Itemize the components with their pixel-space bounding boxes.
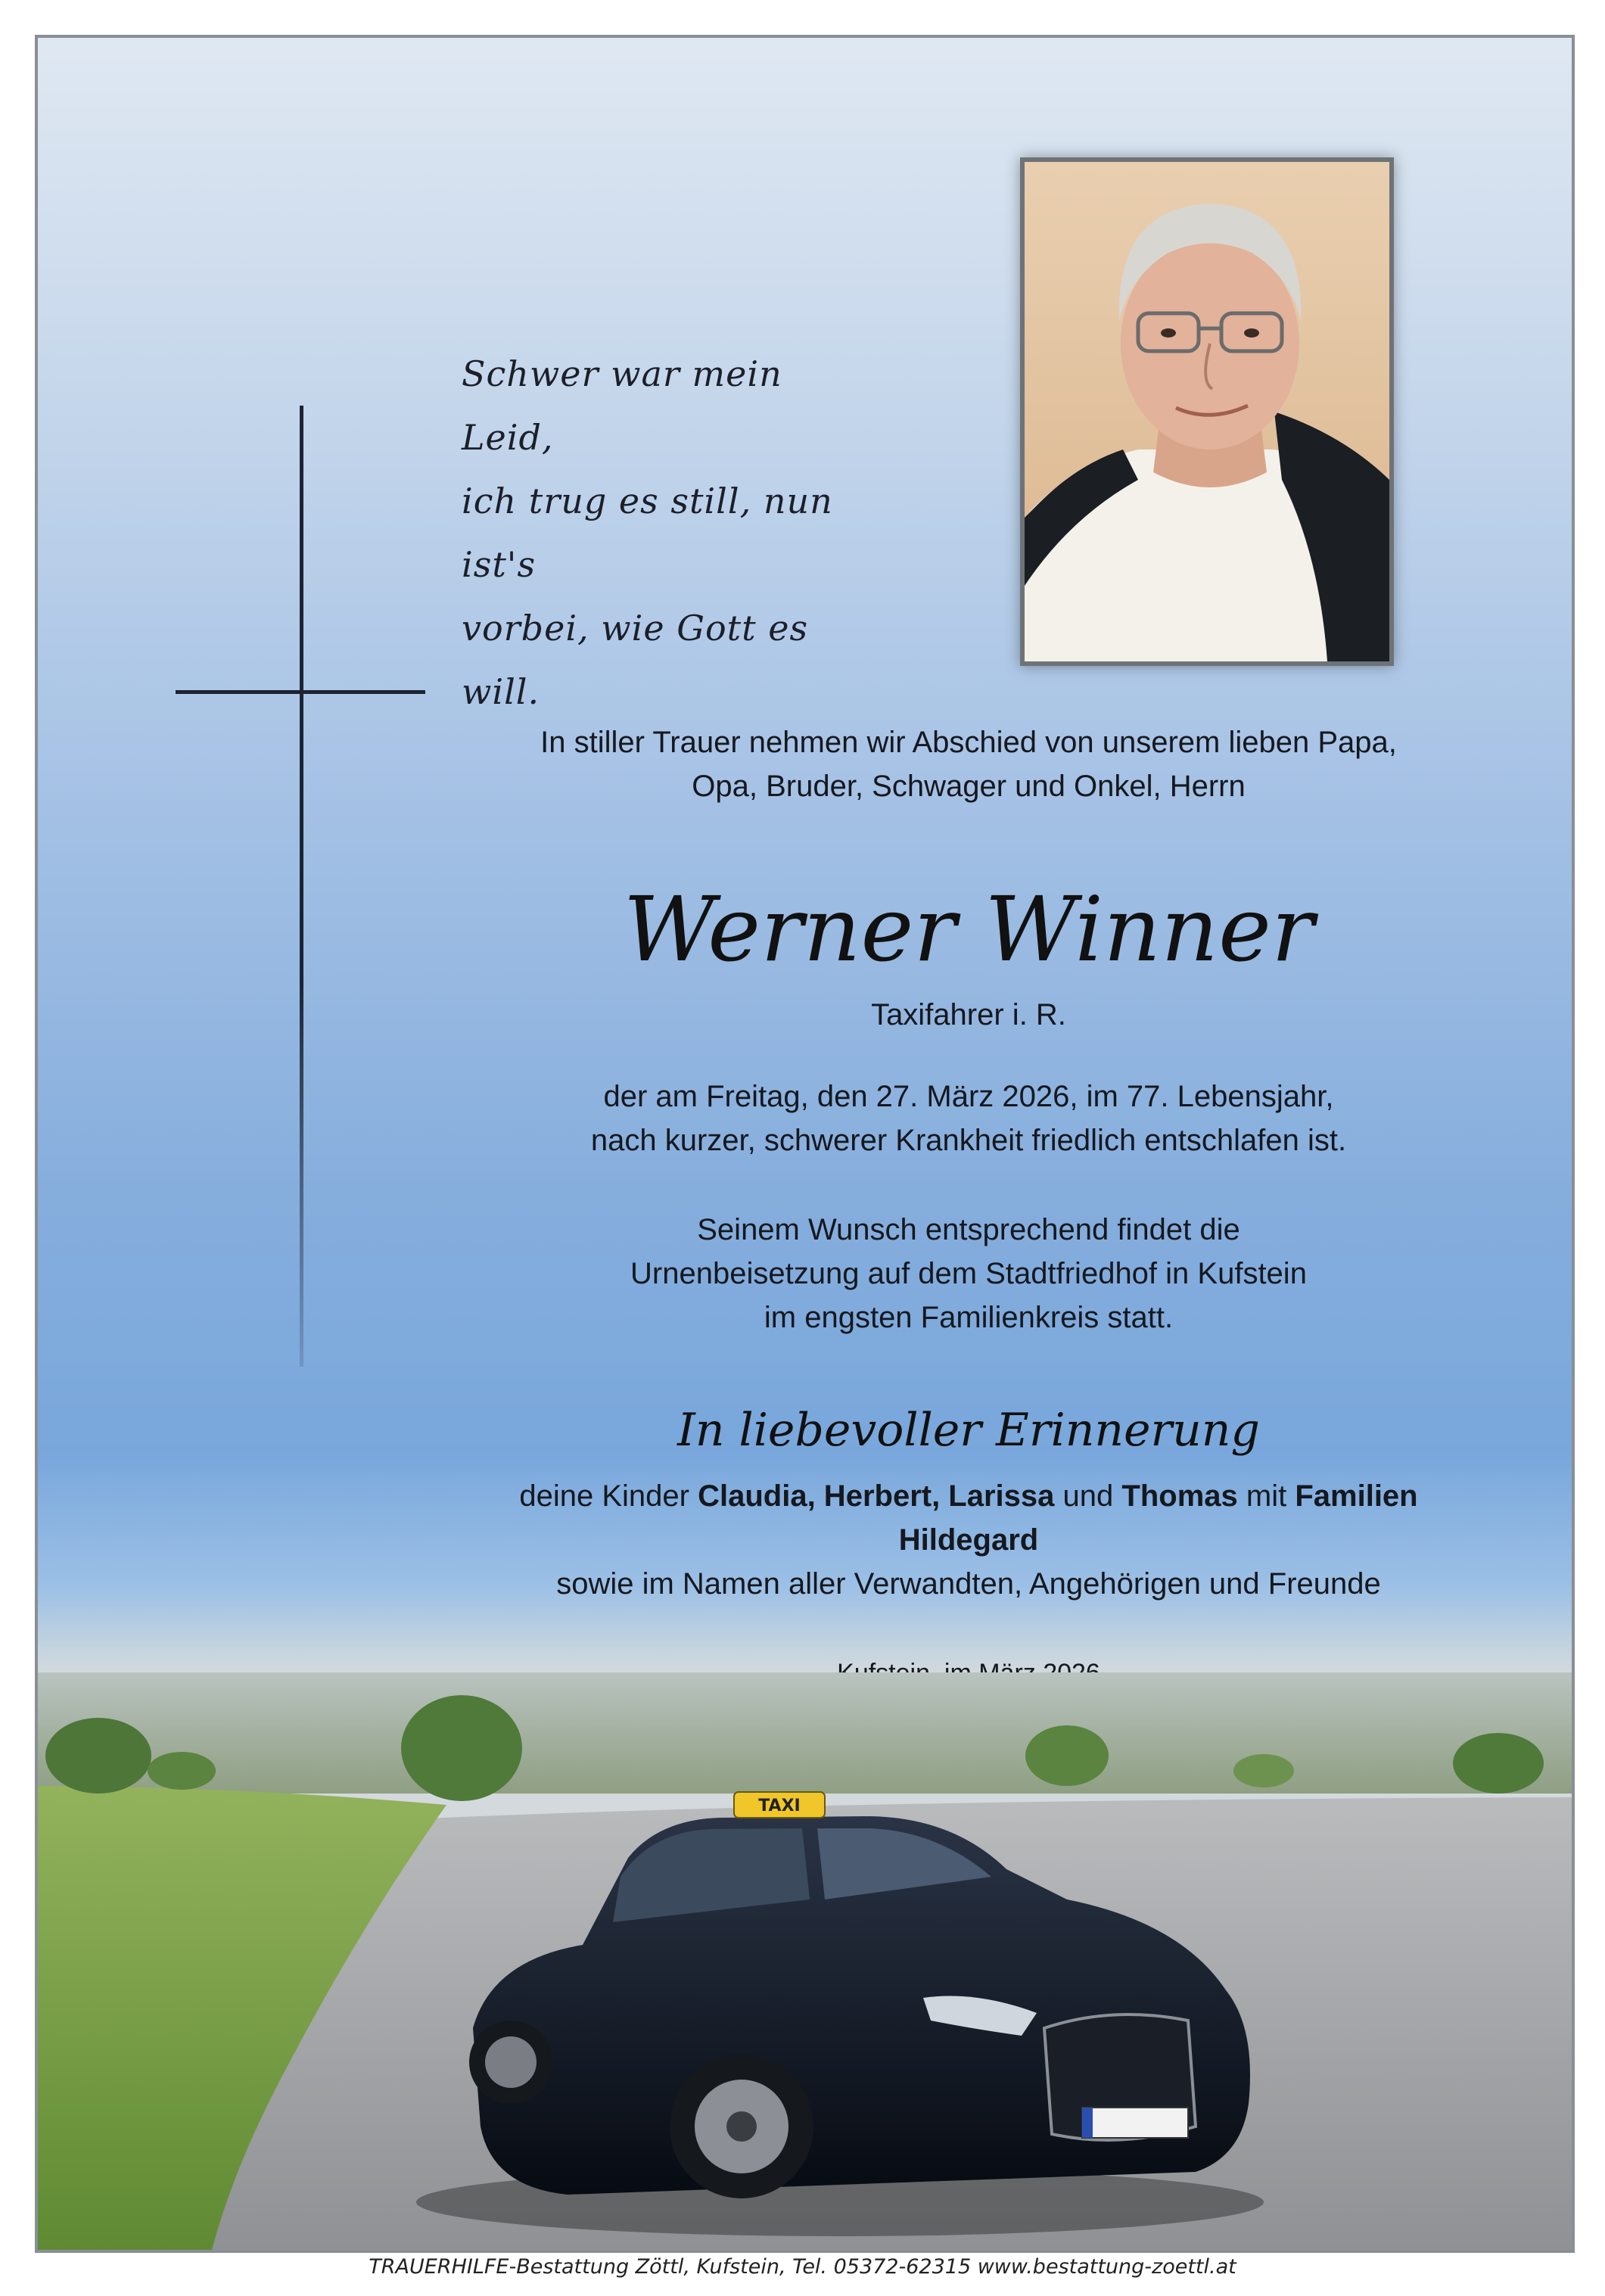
mourner-name: Hildegard xyxy=(898,1523,1039,1557)
mourners-line-1 xyxy=(431,1474,1506,1518)
verse-line: Schwer war mein Leid, xyxy=(462,353,782,458)
verse-line: vorbei, wie Gott es will. xyxy=(462,608,809,712)
cross-horizontal-bar xyxy=(176,690,425,694)
burial-line: im engsten Familienkreis statt. xyxy=(764,1301,1174,1334)
burial-notice xyxy=(431,1208,1506,1339)
burial-line: Seinem Wunsch entsprechend findet die xyxy=(697,1213,1240,1246)
cross-vertical-bar xyxy=(300,406,303,1367)
mourners-line-3: sowie im Namen aller Verwandten, Angehörigen und Freunde xyxy=(556,1567,1381,1601)
funeral-home-footer: TRAUERHILFE-Bestattung Zöttl, Kufstein, Tel. 05372-62315 www.bestattung-zoettl.at xyxy=(369,2255,1236,2279)
mourners-conjunction: und xyxy=(1062,1479,1114,1513)
mourners-prefix: deine Kinder xyxy=(519,1479,689,1513)
parte-card xyxy=(35,35,1575,2253)
portrait-photo xyxy=(1020,157,1394,666)
mourner-name: Thomas xyxy=(1121,1479,1238,1513)
memory-heading: In liebevoller Erinnerung xyxy=(677,1404,1260,1457)
mourners-list xyxy=(431,1474,1506,1606)
death-line: nach kurzer, schwerer Krankheit friedlich entschlafen ist. xyxy=(590,1124,1347,1157)
taxi-sign-label: TAXI xyxy=(758,1797,801,1815)
death-line: der am Freitag, den 27. März 2026, im 77. Lebensjahr, xyxy=(603,1080,1334,1113)
mourner-names: Claudia, Herbert, Larissa xyxy=(698,1479,1055,1513)
intro-text xyxy=(431,720,1506,808)
death-notice xyxy=(431,1075,1506,1162)
burial-line: Urnenbeisetzung auf dem Stadtfriedhof in Kufstein xyxy=(630,1257,1307,1290)
memorial-verse xyxy=(462,342,885,723)
landscape-with-taxi xyxy=(38,1672,1572,2250)
deceased-profession: Taxifahrer i. R. xyxy=(871,998,1066,1031)
deceased-name: Werner Winner xyxy=(623,877,1314,982)
intro-line: Opa, Bruder, Schwager und Onkel, Herrn xyxy=(692,770,1246,803)
mourners-with: mit xyxy=(1246,1479,1287,1513)
verse-line: ich trug es still, nun ist's xyxy=(462,481,833,585)
mourners-line-2 xyxy=(431,1518,1506,1562)
portrait-illustration xyxy=(1025,162,1389,661)
intro-line: In stiller Trauer nehmen wir Abschied von unserem lieben Papa, xyxy=(540,726,1397,759)
mourner-families: Familien xyxy=(1295,1479,1418,1513)
